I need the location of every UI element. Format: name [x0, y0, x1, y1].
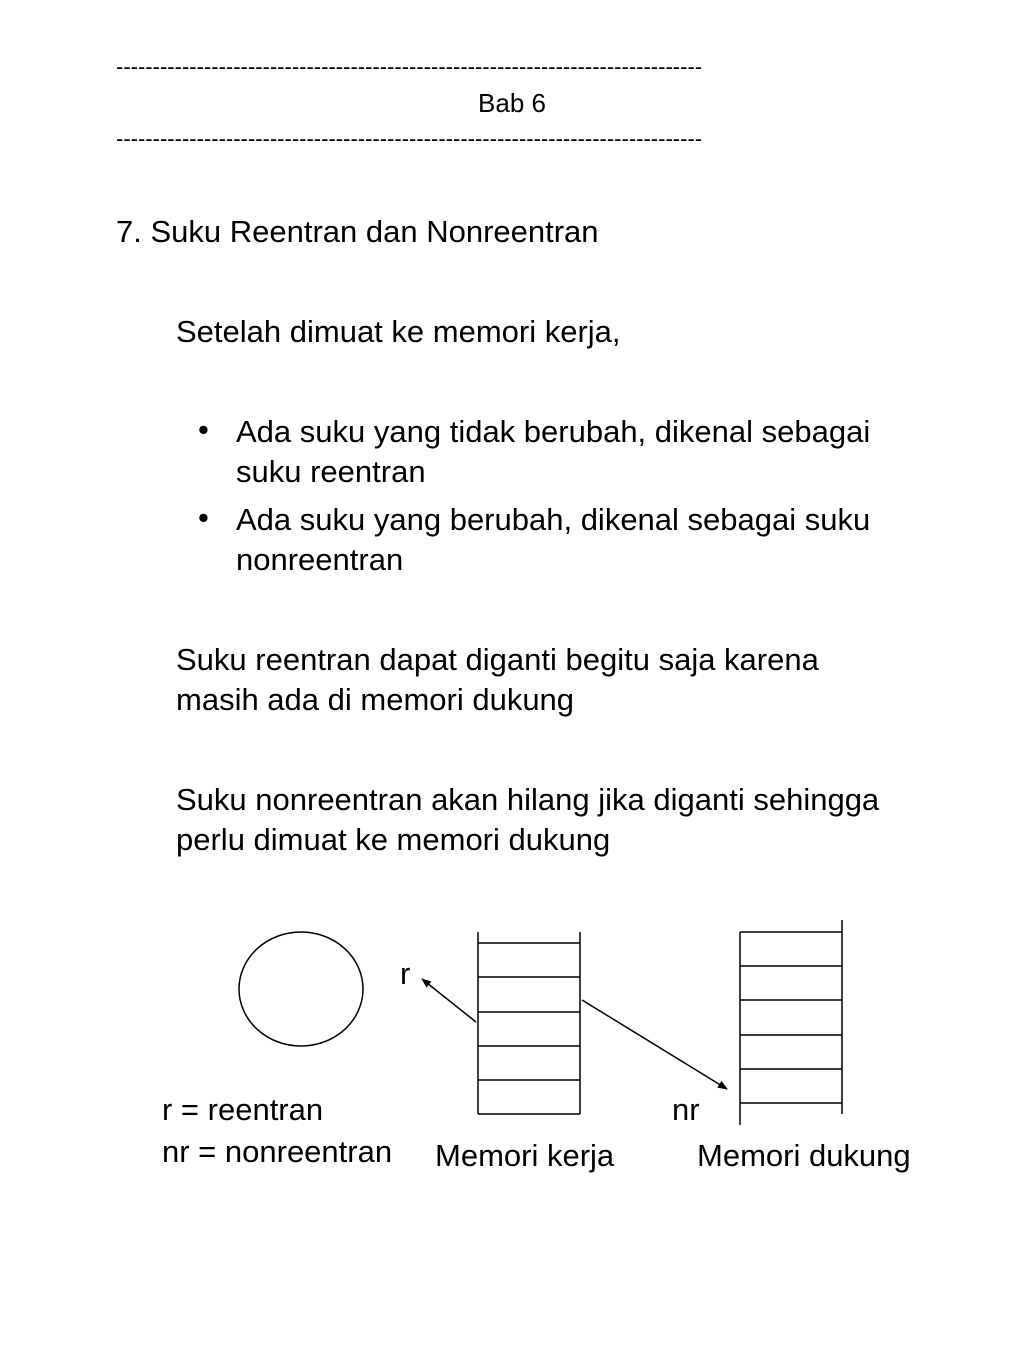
bullet-line: nonreentran: [236, 542, 404, 577]
header-rule-bottom: --------------------------------------------------------------------------------: [116, 126, 703, 151]
backing-memory-stack: [740, 920, 842, 1125]
paragraph-line: perlu dimuat ke memori dukung: [176, 822, 611, 857]
bullet-line: Ada suku yang berubah, dikenal sebagai suku: [236, 502, 871, 537]
arrow-r-label: r: [400, 956, 411, 991]
reentrant-arrow: [422, 979, 476, 1022]
paragraph-line: Suku nonreentran akan hilang jika diganti sehingga: [176, 782, 880, 817]
program-circle: [239, 932, 363, 1046]
header-rule-top: --------------------------------------------------------------------------------: [116, 54, 703, 79]
nonreentrant-arrow: [582, 1000, 727, 1089]
paragraph-line: masih ada di memori dukung: [176, 682, 575, 717]
bullet-line: Ada suku yang tidak berubah, dikenal sebagai: [236, 414, 871, 449]
intro-text: Setelah dimuat ke memori kerja,: [176, 314, 621, 349]
legend-reentrant: r = reentran: [162, 1092, 324, 1127]
working-memory-label: Memori kerja: [435, 1138, 615, 1173]
bullet-line: suku reentran: [236, 454, 426, 489]
paragraph-line: Suku reentran dapat diganti begitu saja karena: [176, 642, 819, 677]
legend-nonreentrant: nr = nonreentran: [162, 1134, 393, 1169]
section-title: 7. Suku Reentran dan Nonreentran: [116, 214, 599, 249]
working-memory-stack: [478, 932, 580, 1114]
chapter-title: Bab 6: [478, 88, 546, 118]
bullet-marker: •: [198, 412, 209, 447]
arrow-nr-label: nr: [672, 1092, 700, 1127]
backing-memory-label: Memori dukung: [697, 1138, 911, 1173]
bullet-marker: •: [198, 500, 209, 535]
